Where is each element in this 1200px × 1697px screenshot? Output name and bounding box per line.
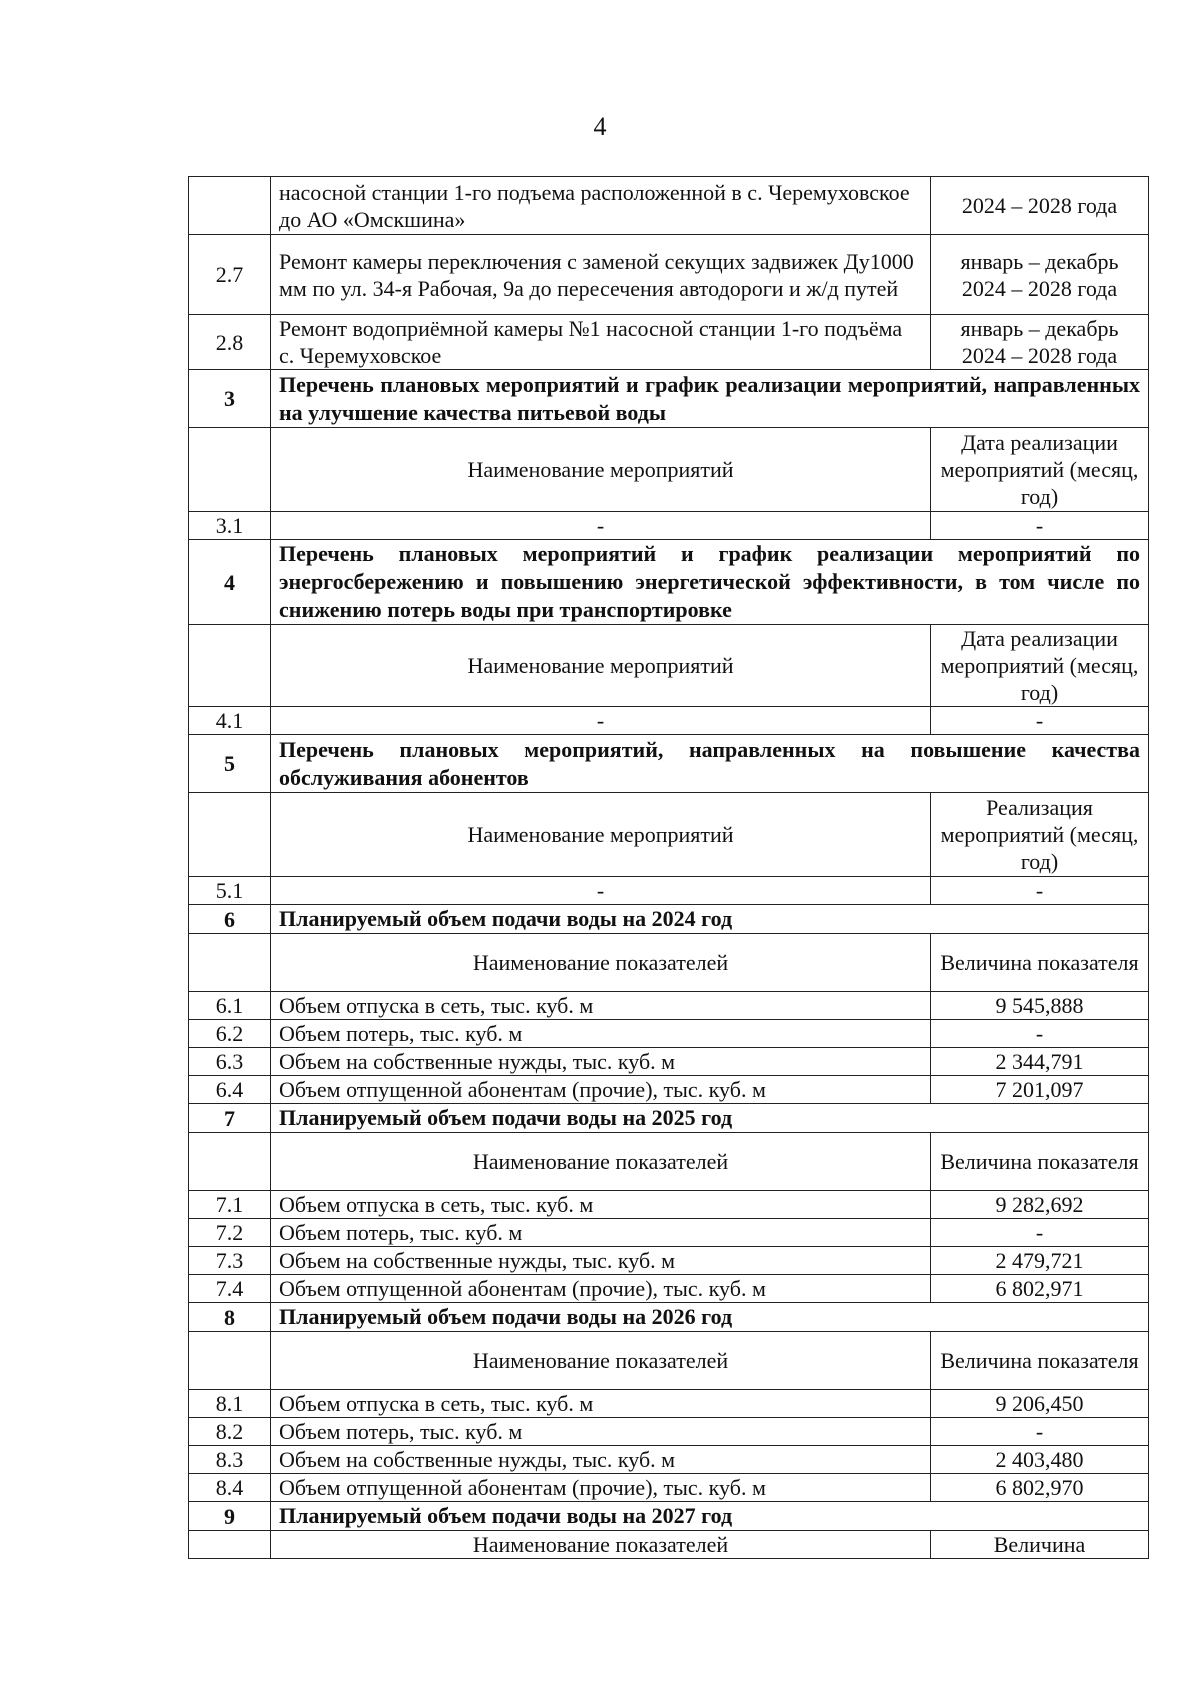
section-header-row [189,1104,1149,1133]
section-number: 6 [189,905,271,934]
indicator-value: - [931,1418,1149,1446]
indicator-value: 2 344,791 [931,1048,1149,1076]
measure-name: Ремонт водоприёмной камеры №1 насосной станции 1-го подъёма с. Черемуховское [271,315,931,370]
row-number: 8.3 [189,1446,271,1474]
indicator-value: 2 403,480 [931,1446,1149,1474]
indicator-name: Объем отпущенной абонентам (прочие), тыс. куб. м [271,1275,931,1303]
column-header-row [189,1133,1149,1191]
indicator-name: Объем отпуска в сеть, тыс. куб. м [271,992,931,1020]
section-number: 5 [189,735,271,793]
table-row [189,1418,1149,1446]
section-number: 4 [189,540,271,625]
table-row [189,1219,1149,1247]
table-row [189,512,1149,540]
measure-name: - [271,877,931,905]
measure-date: - [931,877,1149,905]
table-row [189,992,1149,1020]
column-header-name: Наименование показателей [271,1133,931,1191]
section-title: Планируемый объем подачи воды на 2026 год [271,1303,1149,1332]
row-number: 6.1 [189,992,271,1020]
indicator-name: Объем на собственные нужды, тыс. куб. м [271,1247,931,1275]
row-number [189,177,271,235]
table-row [189,877,1149,905]
section-title: Перечень плановых мероприятий и график реализации мероприятий по энергосбережению и повышению энергетической эффективности, в том числе по снижению потерь воды при транспортировке [271,540,1149,625]
indicator-name: Объем отпуска в сеть, тыс. куб. м [271,1191,931,1219]
column-header-row [189,793,1149,877]
table-row [189,1020,1149,1048]
row-number: 2.8 [189,315,271,370]
indicator-value: 9 206,450 [931,1390,1149,1418]
table-row [189,177,1149,235]
table-row [189,1390,1149,1418]
measures-table [188,176,1149,1559]
row-number: 6.2 [189,1020,271,1048]
row-number: 8.2 [189,1418,271,1446]
row-number: 7.3 [189,1247,271,1275]
measure-date: 2024 – 2028 года [931,177,1149,235]
indicator-value: - [931,1020,1149,1048]
row-number: 4.1 [189,707,271,735]
column-header-name: Наименование мероприятий [271,625,931,707]
row-number: 5.1 [189,877,271,905]
section-header-row [189,735,1149,793]
column-header-row [189,625,1149,707]
column-header-name: Наименование показателей [271,1332,931,1390]
column-header-name: Наименование мероприятий [271,793,931,877]
column-header-name: Наименование показателей [271,1531,931,1559]
column-header-date: Реализация мероприятий (месяц, год) [931,793,1149,877]
indicator-name: Объем на собственные нужды, тыс. куб. м [271,1048,931,1076]
indicator-value: 2 479,721 [931,1247,1149,1275]
table-row [189,1247,1149,1275]
row-number: 7.1 [189,1191,271,1219]
section-header-row [189,370,1149,428]
indicator-value: 6 802,971 [931,1275,1149,1303]
section-number: 3 [189,370,271,428]
indicator-name: Объем отпущенной абонентам (прочие), тыс. куб. м [271,1076,931,1104]
indicator-value: - [931,1219,1149,1247]
indicator-value: 9 545,888 [931,992,1149,1020]
row-number: 6.3 [189,1048,271,1076]
table-row [189,1474,1149,1502]
column-header-row [189,934,1149,992]
column-header-row [189,1332,1149,1390]
indicator-name: Объем потерь, тыс. куб. м [271,1219,931,1247]
column-header-name: Наименование мероприятий [271,428,931,512]
measure-name: Ремонт камеры переключения с заменой секущих задвижек Ду1000 мм по ул. 34-я Рабочая, 9а до пересечения автодороги и ж/д путей [271,235,931,315]
table-row [189,707,1149,735]
row-number: 6.4 [189,1076,271,1104]
column-header-value: Величина показателя [931,1332,1149,1390]
section-number: 7 [189,1104,271,1133]
indicator-name: Объем потерь, тыс. куб. м [271,1418,931,1446]
indicator-value: 7 201,097 [931,1076,1149,1104]
column-header-date: Дата реализации мероприятий (месяц, год) [931,428,1149,512]
indicator-value: 6 802,970 [931,1474,1149,1502]
section-number: 9 [189,1502,271,1531]
column-header-value: Величина [931,1531,1149,1559]
column-header-value: Величина показателя [931,1133,1149,1191]
row-number: 2.7 [189,235,271,315]
section-header-row [189,1502,1149,1531]
section-number: 8 [189,1303,271,1332]
indicator-name: Объем потерь, тыс. куб. м [271,1020,931,1048]
page-number: 4 [593,112,607,141]
section-header-row [189,540,1149,625]
indicator-name: Объем отпуска в сеть, тыс. куб. м [271,1390,931,1418]
indicator-name: Объем на собственные нужды, тыс. куб. м [271,1446,931,1474]
indicator-name: Объем отпущенной абонентам (прочие), тыс. куб. м [271,1474,931,1502]
column-header-row [189,428,1149,512]
table-row [189,1076,1149,1104]
column-header-value: Величина показателя [931,934,1149,992]
section-title: Перечень плановых мероприятий и график реализации мероприятий, направленных на улучшение качества питьевой воды [271,370,1149,428]
table-row [189,1275,1149,1303]
measure-name: - [271,512,931,540]
measure-date: - [931,707,1149,735]
measure-date: - [931,512,1149,540]
table-row [189,235,1149,315]
measure-name: насосной станции 1-го подъема расположенной в с. Черемуховское до АО «Омскшина» [271,177,931,235]
column-header-name: Наименование показателей [271,934,931,992]
section-title: Планируемый объем подачи воды на 2027 год [271,1502,1149,1531]
row-number: 3.1 [189,512,271,540]
table-row [189,315,1149,370]
table-row [189,1446,1149,1474]
row-number: 8.4 [189,1474,271,1502]
column-header-row [189,1531,1149,1559]
measure-name: - [271,707,931,735]
row-number: 7.4 [189,1275,271,1303]
row-number: 8.1 [189,1390,271,1418]
indicator-value: 9 282,692 [931,1191,1149,1219]
section-header-row [189,1303,1149,1332]
table-row [189,1048,1149,1076]
section-title: Планируемый объем подачи воды на 2025 год [271,1104,1149,1133]
section-title: Планируемый объем подачи воды на 2024 год [271,905,1149,934]
column-header-date: Дата реализации мероприятий (месяц, год) [931,625,1149,707]
section-header-row [189,905,1149,934]
section-title: Перечень плановых мероприятий, направленных на повышение качества обслуживания абонентов [271,735,1149,793]
measure-date: январь – декабрь 2024 – 2028 года [931,235,1149,315]
row-number: 7.2 [189,1219,271,1247]
measure-date: январь – декабрь 2024 – 2028 года [931,315,1149,370]
table-row [189,1191,1149,1219]
